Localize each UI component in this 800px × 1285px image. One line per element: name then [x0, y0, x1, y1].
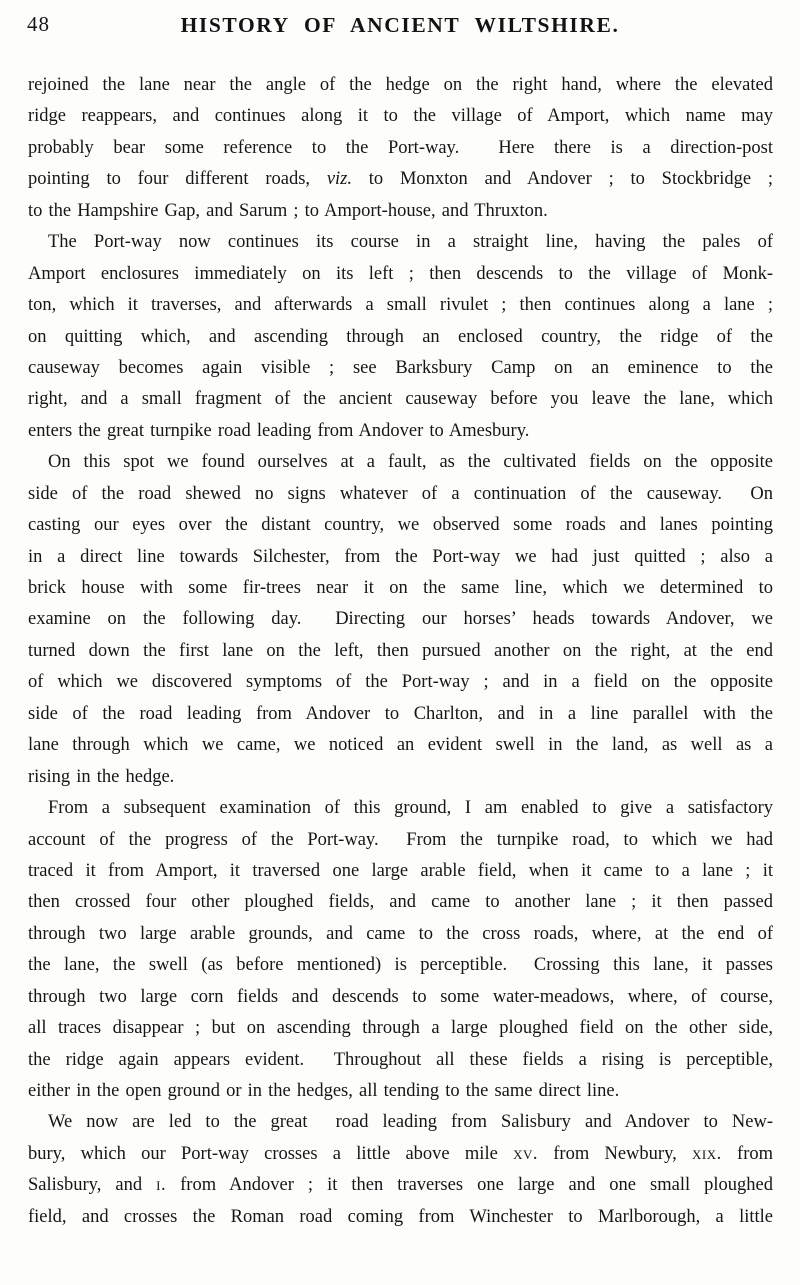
- text-line: [28, 762, 773, 793]
- text-line: [28, 290, 773, 321]
- text-run: ton, which it traverses, and afterwards a small rivulet ; then continues along a lane ;: [28, 295, 773, 316]
- text-run: to Monxton and Andover ; to Stockbridge ;: [352, 169, 773, 190]
- text-run: casting our eyes over the distant country, we observed some roads and lanes pointing: [28, 515, 773, 536]
- text-run: side of the road shewed no signs whatever of a continuation of the causeway. On: [28, 483, 773, 504]
- text-line: [28, 416, 773, 447]
- text-run: ridge reappears, and continues along it to the village of Amport, which name may: [28, 106, 773, 127]
- text-run: The Port-way now continues its course in a straight line, having the pales of: [48, 232, 773, 253]
- text-line: [28, 699, 773, 730]
- text-run: bury, which our Port-way crosses a little above mile: [28, 1143, 514, 1164]
- text-line: [28, 982, 773, 1013]
- text-run-italic: viz.: [326, 169, 353, 190]
- text-run: in a direct line towards Silchester, from the Port-way we had just quitted ; also a: [28, 546, 773, 567]
- text-run: enters the great turnpike road leading from Andover to Amesbury.: [28, 420, 530, 441]
- text-run: either in the open ground or in the hedges, all tending to the same direct line.: [28, 1081, 620, 1101]
- text-line: [28, 887, 773, 918]
- text-line: [28, 1139, 773, 1170]
- text-line: [28, 510, 773, 541]
- text-line: [28, 542, 773, 573]
- text-line: [28, 856, 773, 887]
- text-run: then crossed four other ploughed fields, and came to another lane ; it then passed: [28, 892, 773, 913]
- text-run: pointing to four different roads,: [28, 169, 327, 190]
- text-run: on quitting which, and ascending through an enclosed country, the ridge of the: [28, 326, 773, 347]
- text-line: [28, 825, 773, 856]
- text-run: from Andover ; it then traverses one large and one small ploughed: [166, 1175, 773, 1196]
- text-line: [28, 227, 773, 258]
- text-line: [28, 573, 773, 604]
- text-line: [28, 133, 773, 164]
- text-run: Amport enclosures immediately on its left ; then descends to the village of Monk-: [28, 263, 773, 284]
- text-line: [28, 1045, 773, 1076]
- paragraph: [28, 70, 773, 227]
- text-run: the lane, the swell (as before mentioned) is perceptible. Crossing this lane, it passes: [28, 955, 773, 976]
- text-run: from: [721, 1143, 773, 1164]
- text-run: We now are led to the great road leading from Salisbury and Andover to New-: [48, 1112, 773, 1133]
- text-run: rising in the hedge.: [28, 766, 175, 787]
- text-line: [28, 1076, 773, 1107]
- text-line: [28, 164, 773, 195]
- text-line: [28, 1170, 773, 1201]
- text-run: all traces disappear ; but on ascending through a large ploughed field on the other side,: [28, 1018, 773, 1039]
- text-run: through two large arable grounds, and came to the cross roads, where, at the end of: [28, 923, 773, 944]
- text-run-smallcaps: xv.: [513, 1143, 538, 1164]
- text-line: [28, 353, 773, 384]
- text-line: [28, 1107, 773, 1138]
- text-line: [28, 950, 773, 981]
- text-line: [28, 101, 773, 132]
- text-run: field, and crosses the Roman road coming from Winchester to Marlborough, a little: [28, 1206, 773, 1227]
- text-line: [28, 447, 773, 478]
- text-run: From a subsequent examination of this ground, I am enabled to give a satisfactory: [48, 798, 773, 819]
- text-line: [28, 384, 773, 415]
- text-run: examine on the following day. Directing our horses’ heads towards Andover, we: [28, 609, 773, 630]
- text-run: traced it from Amport, it traversed one large arable field, when it came to a lane ; it: [28, 860, 773, 881]
- text-line: [28, 636, 773, 667]
- text-run: causeway becomes again visible ; see Barksbury Camp on an eminence to the: [28, 357, 773, 378]
- text-run-smallcaps: xix.: [692, 1143, 722, 1164]
- text-run: right, and a small fragment of the ancient causeway before you leave the lane, which: [28, 389, 773, 410]
- paragraph: [28, 793, 773, 1107]
- text-block: [28, 70, 773, 1233]
- paragraph: [28, 1107, 773, 1233]
- text-run: from Newbury,: [537, 1143, 693, 1164]
- text-line: [28, 479, 773, 510]
- text-line: [28, 196, 773, 227]
- text-run: of which we discovered symptoms of the Port-way ; and in a field on the opposite: [28, 672, 773, 693]
- text-line: [28, 322, 773, 353]
- text-line: [28, 259, 773, 290]
- text-run: lane through which we came, we noticed an evident swell in the land, as well as a: [28, 735, 773, 756]
- text-run: rejoined the lane near the angle of the hedge on the right hand, where the elevated: [28, 75, 773, 95]
- text-run: probably bear some reference to the Port-way. Here there is a direction-post: [28, 137, 773, 158]
- text-run: turned down the first lane on the left, then pursued another on the right, at the end: [28, 640, 773, 661]
- text-run: the ridge again appears evident. Throughout all these fields a rising is perceptible,: [28, 1049, 773, 1070]
- text-line: [28, 1013, 773, 1044]
- text-run: On this spot we found ourselves at a fault, as the cultivated fields on the opposite: [48, 452, 773, 473]
- text-run-smallcaps: i.: [156, 1175, 167, 1196]
- text-line: [28, 70, 773, 101]
- page-header: [0, 0, 800, 40]
- page-number: 48: [27, 12, 50, 36]
- text-line: [28, 667, 773, 698]
- text-line: [28, 730, 773, 761]
- text-line: [28, 919, 773, 950]
- text-run: account of the progress of the Port-way. From the turnpike road, to which we had: [28, 829, 773, 850]
- text-line: [28, 793, 773, 824]
- paragraph: [28, 447, 773, 793]
- text-run: to the Hampshire Gap, and Sarum ; to Amport-house, and Thruxton.: [28, 200, 548, 221]
- text-run: brick house with some fir-trees near it on the same line, which we determined to: [28, 578, 773, 598]
- text-line: [28, 604, 773, 635]
- text-run: through two large corn fields and descends to some water-meadows, where, of course,: [28, 986, 773, 1007]
- paragraph: [28, 227, 773, 447]
- running-title: HISTORY OF ANCIENT WILTSHIRE.: [180, 13, 620, 37]
- text-run: side of the road leading from Andover to Charlton, and in a line parallel with the: [28, 703, 773, 724]
- text-line: [28, 1202, 773, 1233]
- text-run: Salisbury, and: [28, 1175, 157, 1196]
